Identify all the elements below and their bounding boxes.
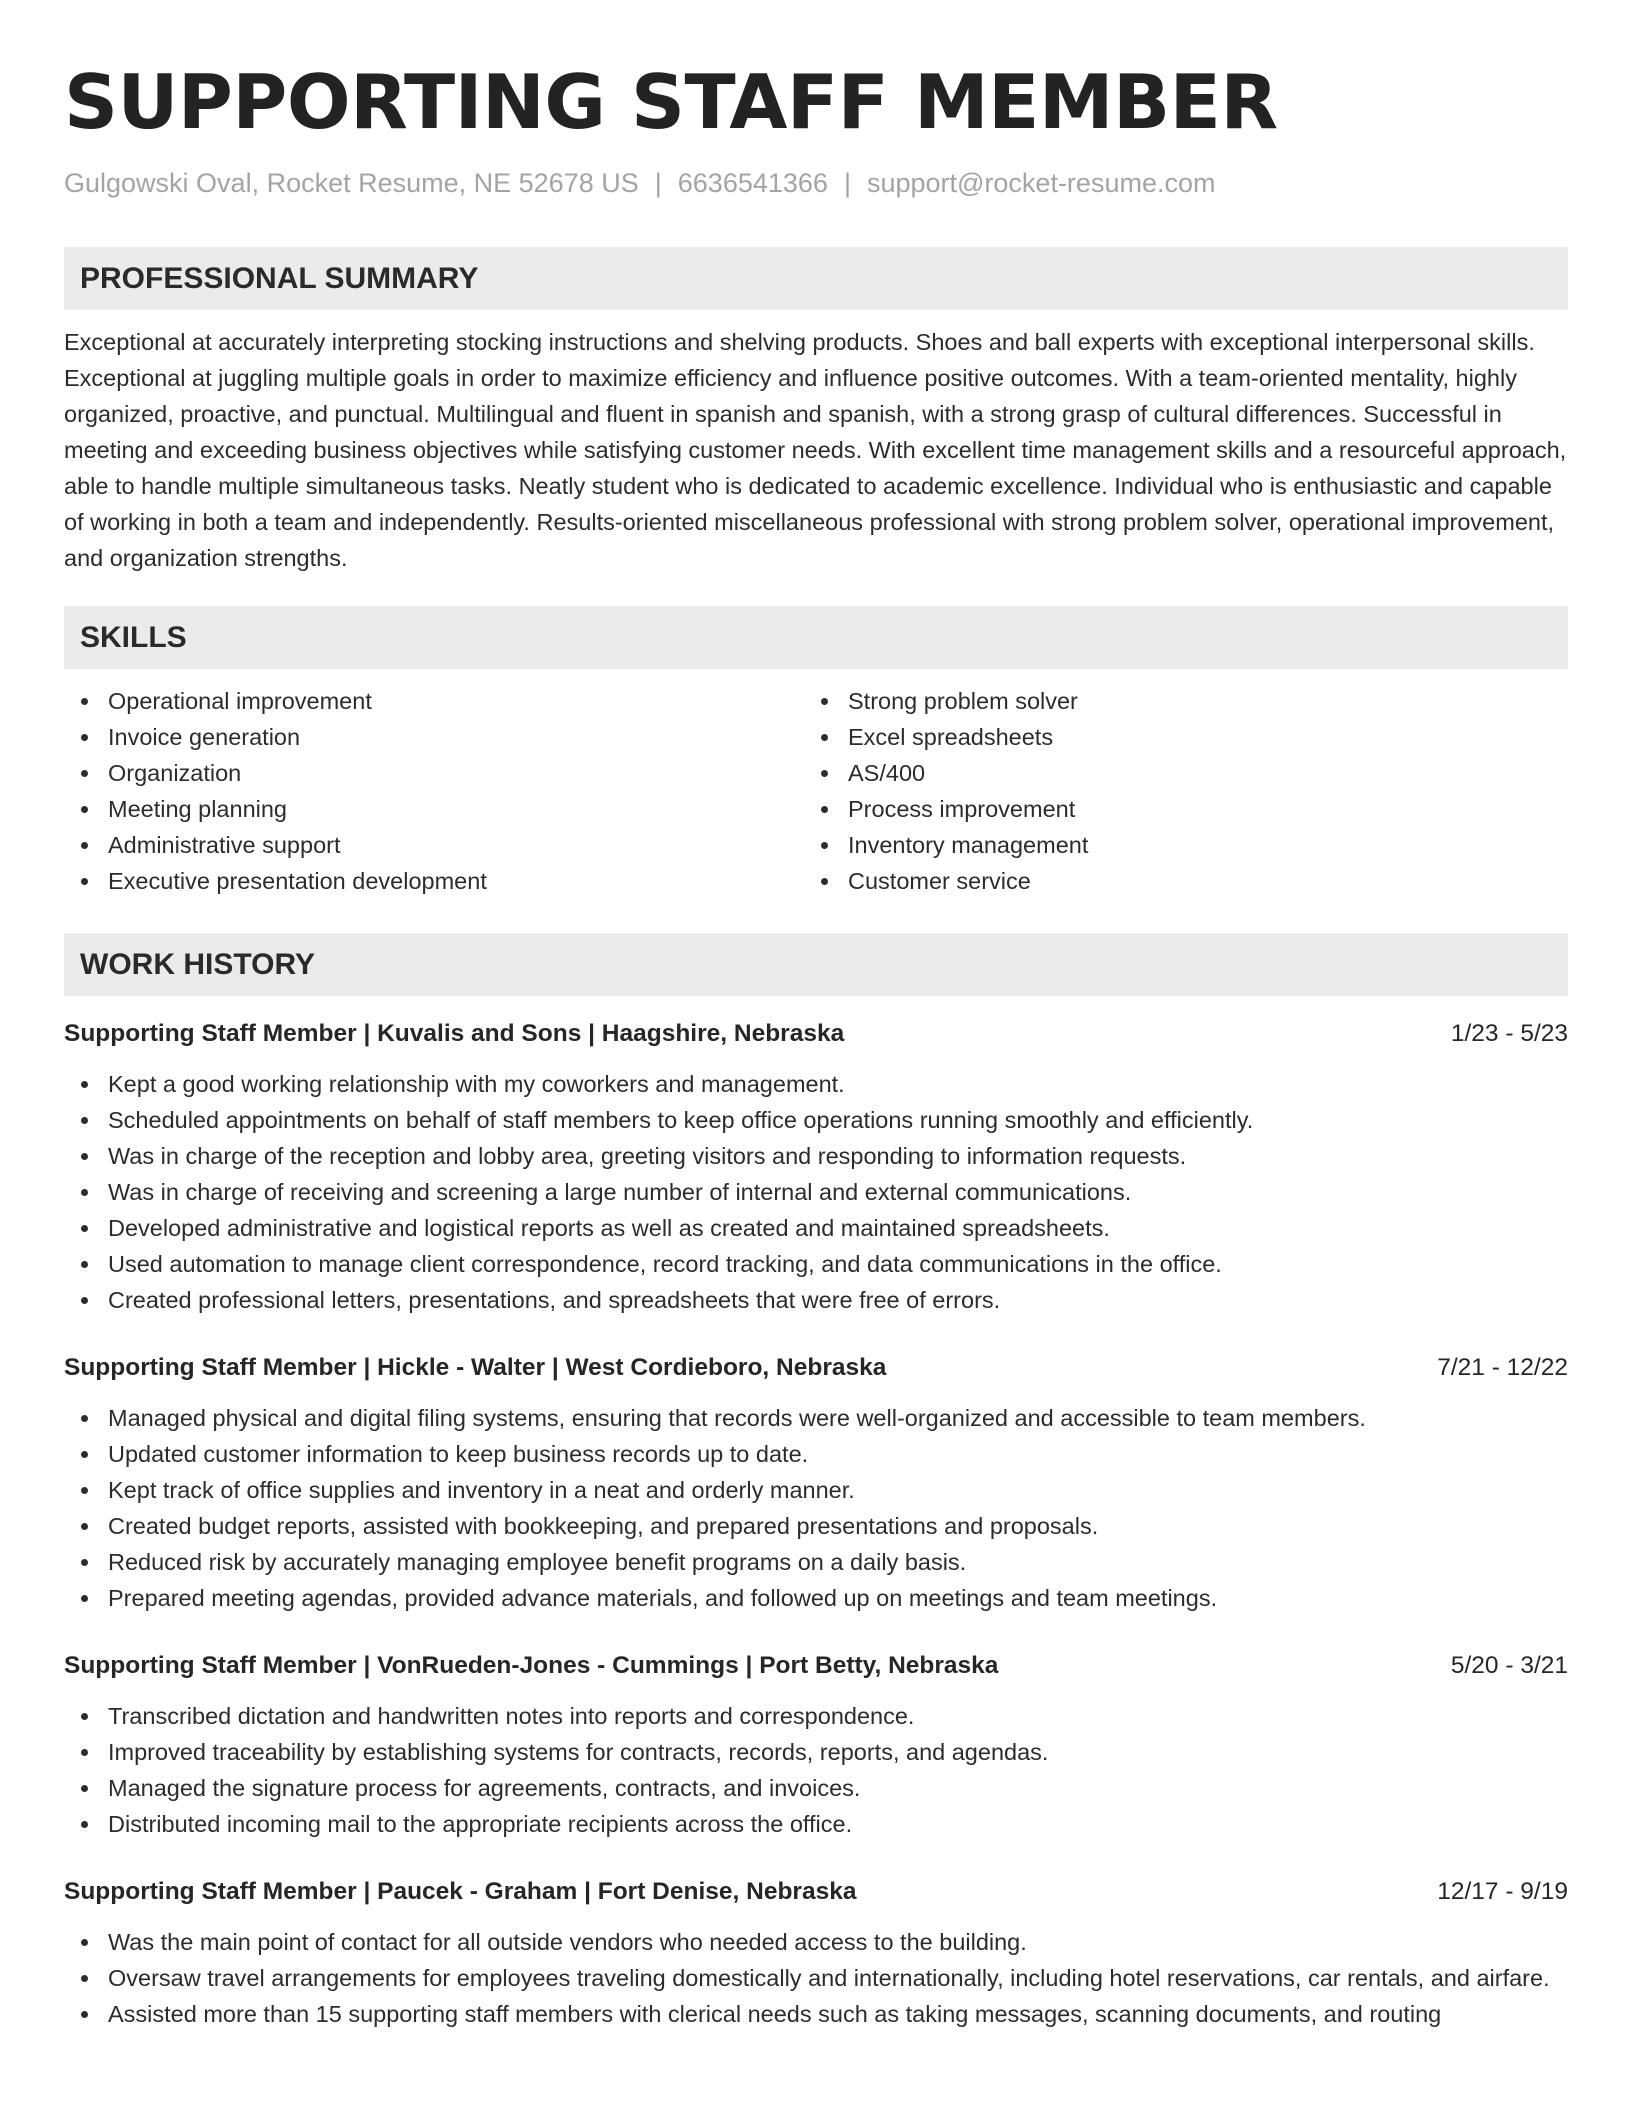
job-bullet: Scheduled appointments on behalf of staff members to keep office operations running smoothly and efficiently.: [64, 1102, 1568, 1138]
resume-name: SUPPORTING STAFF MEMBER: [64, 58, 1278, 146]
contact-separator: |: [843, 168, 851, 198]
job-title: Supporting Staff Member | VonRueden-Jones - Cummings | Port Betty, Nebraska: [64, 1652, 999, 1679]
skill-item: Operational improvement: [64, 683, 804, 719]
job-header: [64, 1648, 1568, 1684]
job-bullet: Transcribed dictation and handwritten notes into reports and correspondence.: [64, 1698, 1568, 1734]
job-header: [64, 1350, 1568, 1386]
job-dates: 5/20 - 3/21: [1450, 1652, 1568, 1679]
skill-item: Administrative support: [64, 827, 804, 863]
job-bullet: Developed administrative and logistical reports as well as created and maintained spreadsheets.: [64, 1210, 1568, 1246]
skill-item: Meeting planning: [64, 791, 804, 827]
skill-item: Process improvement: [804, 791, 1088, 827]
contact-address: Gulgowski Oval, Rocket Resume, NE 52678 US: [64, 168, 639, 198]
job-bullet: Was the main point of contact for all outside vendors who needed access to the building.: [64, 1924, 1568, 1960]
skills-heading: SKILLS: [80, 620, 187, 654]
job-bullet: Oversaw travel arrangements for employees traveling domestically and internationally, including hotel reservations, car rentals, and airfare.: [64, 1960, 1568, 1996]
job-bullet: Assisted more than 15 supporting staff members with clerical needs such as taking messages, scanning documents, and routing: [64, 1996, 1568, 2032]
skill-item: Customer service: [804, 863, 1088, 899]
skill-item: Invoice generation: [64, 719, 804, 755]
skill-item: Excel spreadsheets: [804, 719, 1088, 755]
job-bullets: [64, 1066, 1568, 1318]
job-title: Supporting Staff Member | Paucek - Graham | Fort Denise, Nebraska: [64, 1878, 857, 1905]
contact-line: [64, 166, 1568, 200]
job-entry: [64, 1874, 1568, 2032]
contact-email: support@rocket-resume.com: [866, 168, 1216, 198]
job-title: Supporting Staff Member | Kuvalis and Sons | Haagshire, Nebraska: [64, 1020, 845, 1047]
job-dates: 12/17 - 9/19: [1437, 1878, 1568, 1905]
skills-list: [64, 683, 1568, 899]
job-bullet: Kept track of office supplies and inventory in a neat and orderly manner.: [64, 1472, 1568, 1508]
job-bullet: Updated customer information to keep business records up to date.: [64, 1436, 1568, 1472]
job-bullet: Used automation to manage client correspondence, record tracking, and data communications in the office.: [64, 1246, 1568, 1282]
contact-separator: |: [654, 168, 662, 198]
job-bullet: Created budget reports, assisted with bookkeeping, and prepared presentations and proposals.: [64, 1508, 1568, 1544]
job-entry: [64, 1350, 1568, 1616]
skills-section-header: [64, 606, 1568, 669]
skill-item: Executive presentation development: [64, 863, 804, 899]
job-bullets: [64, 1698, 1568, 1842]
job-title: Supporting Staff Member | Hickle - Walter | West Cordieboro, Nebraska: [64, 1354, 887, 1381]
work-heading: WORK HISTORY: [80, 947, 316, 981]
job-dates: 1/23 - 5/23: [1450, 1020, 1568, 1047]
job-header: [64, 1016, 1568, 1052]
skill-item: Inventory management: [804, 827, 1088, 863]
job-dates: 7/21 - 12/22: [1437, 1354, 1568, 1381]
skills-column-right: [804, 683, 1088, 899]
job-bullets: [64, 1924, 1568, 2032]
job-bullet: Managed the signature process for agreements, contracts, and invoices.: [64, 1770, 1568, 1806]
job-bullet: Was in charge of receiving and screening a large number of internal and external communications.: [64, 1174, 1568, 1210]
skills-column-left: [64, 683, 804, 899]
skill-item: AS/400: [804, 755, 1088, 791]
job-entry: [64, 1648, 1568, 1842]
job-bullet: Prepared meeting agendas, provided advance materials, and followed up on meetings and team meetings.: [64, 1580, 1568, 1616]
job-bullet: Improved traceability by establishing systems for contracts, records, reports, and agendas.: [64, 1734, 1568, 1770]
job-entry: [64, 1016, 1568, 1318]
summary-section-header: [64, 247, 1568, 310]
job-bullet: Reduced risk by accurately managing employee benefit programs on a daily basis.: [64, 1544, 1568, 1580]
summary-text: Exceptional at accurately interpreting stocking instructions and shelving products. Shoes and ball experts with exceptional interpersonal skills. Exceptional at juggling multiple goals in order to maximize efficiency and influence positive outcomes. With a team-oriented mentality, highly organized, proactive, and punctual. Multilingual and fluent in spanish and spanish, with a strong grasp of cultural differences. Successful in meeting and exceeding business objectives while satisfying customer needs. With excellent time management skills and a resourceful approach, able to handle multiple simultaneous tasks. Neatly student who is dedicated to academic excellence. Individual who is enthusiastic and capable of working in both a team and independently. Results-oriented miscellaneous professional with strong problem solver, operational improvement, and organization strengths.: [64, 329, 1567, 571]
job-bullet: Distributed incoming mail to the appropriate recipients across the office.: [64, 1806, 1568, 1842]
job-bullet: Created professional letters, presentations, and spreadsheets that were free of errors.: [64, 1282, 1568, 1318]
summary-heading: PROFESSIONAL SUMMARY: [80, 261, 479, 295]
job-bullets: [64, 1400, 1568, 1616]
job-header: [64, 1874, 1568, 1910]
job-bullet: Kept a good working relationship with my coworkers and management.: [64, 1066, 1568, 1102]
skill-item: Organization: [64, 755, 804, 791]
job-bullet: Was in charge of the reception and lobby area, greeting visitors and responding to information requests.: [64, 1138, 1568, 1174]
job-bullet: Managed physical and digital filing systems, ensuring that records were well-organized and accessible to team members.: [64, 1400, 1568, 1436]
work-section-header: [64, 933, 1568, 996]
skill-item: Strong problem solver: [804, 683, 1088, 719]
contact-phone: 6636541366: [677, 168, 828, 198]
